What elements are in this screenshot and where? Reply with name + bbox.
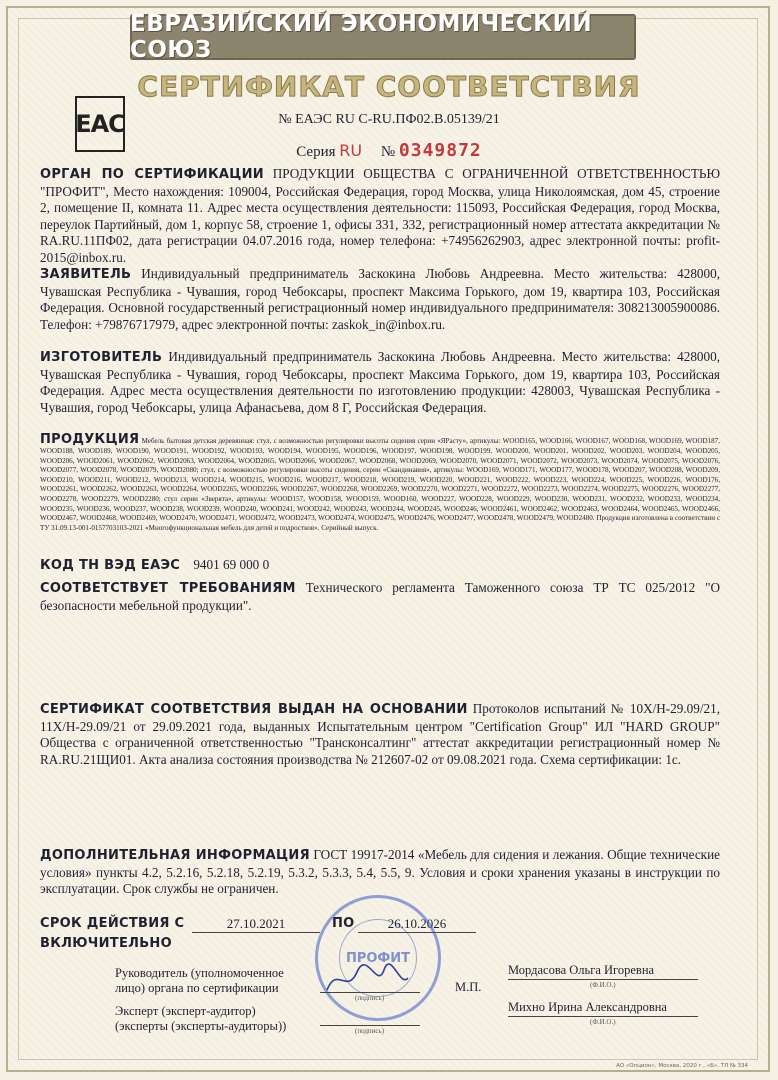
- certificate-title: СЕРТИФИКАТ СООТВЕТСТВИЯ: [137, 70, 641, 103]
- applicant-section: [40, 266, 720, 333]
- head-label-line1: Руководитель (уполномоченное: [115, 966, 284, 980]
- union-title: ЕВРАЗИЙСКИЙ ЭКОНОМИЧЕСКИЙ СОЮЗ: [130, 11, 593, 63]
- applicant-heading: ЗАЯВИТЕЛЬ: [40, 267, 132, 282]
- tnved-section: [40, 557, 720, 575]
- basis-heading: СЕРТИФИКАТ СООТВЕТСТВИЯ ВЫДАН НА ОСНОВАНИИ: [40, 702, 468, 717]
- expert-name-line: [508, 1016, 698, 1017]
- head-sign-line: [320, 992, 420, 993]
- validity-to: 26.10.2026: [387, 916, 447, 931]
- head-name-caption: (Ф.И.О.): [590, 981, 616, 989]
- head-name: Мордасова Ольга Игоревна: [508, 963, 655, 977]
- series-label: Серия: [296, 144, 336, 160]
- additional-text: ГОСТ 19917-2014 «Мебель для сидения и лежания. Общие технические условия» пункты 4.2, 5.2.16, 5.2.18, 5.2.19, 5.3.2, 5.3.3, 5.4, 5.5, 9. Условия и сроки хранения указаны в инструкции по эксплуатации. Срок службы не ограничен.: [40, 847, 721, 896]
- head-sign-caption: (подпись): [355, 994, 385, 1002]
- manufacturer-heading: ИЗГОТОВИТЕЛЬ: [40, 350, 163, 365]
- expert-sign-line: [320, 1025, 420, 1026]
- tnved-value: 9401 69 000 0: [193, 557, 270, 572]
- certificate-number: № ЕАЭС RU С-RU.ПФ02.В.05139/21: [278, 112, 500, 127]
- validity-heading: СРОК ДЕЙСТВИЯ С: [40, 916, 185, 931]
- seal-stamp: [315, 895, 441, 1021]
- product-text: Мебель бытовая детская деревянная: стул, с возможностью регулировки высоты сидения серии «ЯРасту», артикулы: WOOD165, WOOD166, WOOD167, WOOD168, WOOD169, WOOD187, WOOD188, WOOD189, WOOD190, WOOD191, WOOD192, WOOD193, WOOD194, WOOD195, WOOD196, WOOD197, WOOD198, WOOD199, WOOD200, WOOD201, WOOD202, WOOD203, WOOD204, WOOD205, WOOD206, WOOD2061, WOOD2062, WOOD2063, WOOD2064, WOOD2065, WOOD2066, WOOD2067, WOOD2068, WOOD2069, WOOD2070, WOOD2071, WOOD2072, WOOD2073, WOOD2074, WOOD2075, WOOD2076, WOOD2077, WOOD2078, WOOD2079, WOOD2080; стул, с возможностью регулировки высоты сидения, серии «Скандинавия», артикулы: WOOD169, WOOD171, WOOD177, WOOD178, WOOD207, WOOD208, WOOD209, WOOD210, WOOD211, WOOD212, WOOD213, WOOD214, WOOD215, WOOD216, WOOD217, WOOD218, WOOD219, WOOD220, WOOD221, WOOD222, WOOD223, WOOD224, WOOD225, WOOD226, WOOD176, WOOD2261, WOOD2262, WOOD2263, WOOD2264, WOOD2265, WOOD2266, WOOD2267, WOOD2268, WOOD2269, WOOD2270, WOOD2271, WOOD2272, WOOD2273, WOOD2274, WOOD2275, WOOD2276, WOOD2277, WOOD2278, WOOD2279, WOOD2280; стул серии «Зверята», артикулы: WOOD157, WOOD158, WOOD159, WOOD160, WOOD227, WOOD228, WOOD229, WOOD230, WOOD231, WOOD232, WOOD233, WOOD234, WOOD235, WOOD236, WOOD237, WOOD238, WOOD239, WOOD240, WOOD241, WOOD242, WOOD243, WOOD244, WOOD245, WOOD246, WOOD2461, WOOD2462, WOOD2463, WOOD2464, WOOD2465, WOOD2466, WOOD2467, WOOD2468, WOOD2469, WOOD2470, WOOD2471, WOOD2472, WOOD2473, WOOD2474, WOOD2475, WOOD2476, WOOD2477, WOOD2478, WOOD2479, WOOD2480. Продукция изготовлена в соответствии с ТУ 31.09.13-001-0157703103-2021 «Многофункциональная мебель для детей и подростков». Серийный выпуск.: [40, 437, 720, 532]
- expert-name-caption: (Ф.И.О.): [590, 1018, 616, 1026]
- organ-heading: ОРГАН ПО СЕРТИФИКАЦИИ: [40, 167, 264, 182]
- head-label-line2: лицо) органа по сертификации: [115, 981, 279, 995]
- series-number-prefix: №: [380, 144, 396, 160]
- expert-label: [115, 1004, 286, 1034]
- validity-from-line: [192, 932, 320, 933]
- applicant-text: Индивидуальный предприниматель Заскокина Любовь Андреевна. Место жительства: 428000, Чувашская Республика - Чувашия, город Чебоксары, проспект Максима Горького, дом 19, квартира 103, Российская Федерация. Основной государственный регистрационный номер индивидуального предпринимателя: 308213005900086. Телефон: +79876717979, адрес электронной почты: zaskok_in@inbox.ru.: [40, 266, 721, 332]
- validity-inclusive: ВКЛЮЧИТЕЛЬНО: [40, 936, 172, 951]
- head-label: [115, 966, 284, 996]
- additional-section: [40, 847, 720, 898]
- union-header: [130, 11, 636, 63]
- expert-name: Михно Ирина Александровна: [508, 1000, 667, 1014]
- head-name-line: [508, 979, 698, 980]
- product-section: [40, 433, 720, 533]
- series-code: RU: [339, 141, 363, 160]
- conformity-heading: СООТВЕТСТВУЕТ ТРЕБОВАНИЯМ: [40, 581, 296, 596]
- expert-label-line1: Эксперт (эксперт-аудитор): [115, 1004, 256, 1018]
- product-heading: ПРОДУКЦИЯ: [40, 432, 140, 447]
- expert-sign-caption: (подпись): [355, 1027, 385, 1035]
- printer-imprint: АО «Опцион», Москва, 2020 г., «Б», ТЛ № 334: [616, 1063, 748, 1069]
- series-line: [0, 140, 778, 161]
- series-number: 0349872: [398, 140, 482, 161]
- manufacturer-section: [40, 349, 720, 416]
- eac-logo: ЕАС: [75, 96, 125, 152]
- validity-to-label: ПО: [332, 916, 355, 931]
- validity-from: 27.10.2021: [226, 916, 286, 931]
- organ-text: ПРОДУКЦИИ ОБЩЕСТВА С ОГРАНИЧЕННОЙ ОТВЕТСТВЕННОСТЬЮ "ПРОФИТ", Место нахождения: 109004, Российская Федерация, город Москва, улица Николоямская, дом 45, строение 2, помещение II, комната 11. Адрес места осуществления деятельности: 115093, Российская Федерация, город Москва, переулок Партийный, дом 1, корпус 58, строение 1, офисы 331, 332, регистрационный номер аттестата аккредитации № RA.RU.11ПФ02, дата регистрации 04.07.2016 года, номер телефона: +74956262903, адрес электронной почты: profit-2015@inbox.ru.: [40, 166, 721, 265]
- basis-section: [40, 701, 720, 768]
- conformity-text: Технического регламента Таможенного союза ТР ТС 025/2012 "О безопасности мебельной продукции".: [40, 580, 720, 613]
- basis-text: Протоколов испытаний № 10Х/Н-29.09/21, 11Х/Н-29.09/21 от 29.09.2021 года, выданных Испытательным центром "Certification Group" ИЛ "HARD GROUP" Общества с ограниченной ответственностью "Трансконсалтинг" аттестат аккредитации регистрационный номер № RA.RU.21ЩИ01. Акта анализа состояния производства № 212607-02 от 09.08.2021 года. Схема сертификации: 1с.: [40, 701, 721, 767]
- expert-label-line2: (эксперты (эксперты-аудиторы)): [115, 1019, 287, 1033]
- manufacturer-text: Индивидуальный предприниматель Заскокина Любовь Андреевна. Место жительства: 428000, Чувашская Республика - Чувашия, город Чебоксары, проспект Максима Горького, дом 19, квартира 103, Российская Федерация. Адрес места осуществления деятельности по изготовлению продукции: 428003, Чувашская Республика - Чувашия, город Чебоксары, улица Афанасьева, дом 8 Г, Российская Федерация.: [40, 349, 720, 415]
- seal-stamp-center: ПРОФИТ: [339, 919, 417, 997]
- tnved-heading: КОД ТН ВЭД ЕАЭС: [40, 558, 181, 573]
- additional-heading: ДОПОЛНИТЕЛЬНАЯ ИНФОРМАЦИЯ: [40, 848, 310, 863]
- conformity-section: [40, 580, 720, 614]
- mp-label: М.П.: [455, 980, 482, 994]
- organ-section: [40, 166, 720, 266]
